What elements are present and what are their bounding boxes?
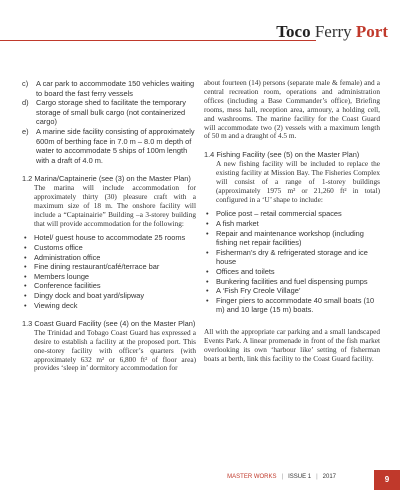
coast-guard-heading: 1.3 Coast Guard Facility (see (4) on the Master Plan): [22, 319, 196, 329]
bullet-item: • Hotel/ guest house to accommodate 25 rooms: [22, 233, 196, 243]
marina-body: The marina will include accommodation for approximately thirty (30) pleasure craft with a maximum size of 18 m. The onshore facility will include a “Captainairie” Building –a 3-storey building that will provide accommodation for the following:: [34, 182, 196, 228]
header-title: [276, 22, 388, 42]
bullet-item: • Fine dining restaurant/café/terrace bar: [22, 262, 196, 272]
bullet-item: • Viewing deck: [22, 301, 196, 311]
fishing-heading: 1.4 Fishing Facility (see (5) on the Master Plan): [204, 150, 360, 160]
marina-bullet-list: [22, 233, 196, 310]
bullet-item: • A fish market: [204, 219, 380, 229]
list-item-text: A car park to accommodate 150 vehicles waiting to board the fast ferry vessels: [36, 79, 195, 98]
closing-body: All with the appropriate car parking and a small landscaped Events Park. A linear promenade in front of the fish market overlooking its own ‘harbour like’ setting of fisherman boats at berth, link this facility to the Coast Guard facility.: [204, 327, 380, 363]
bullet-item: • Customs office: [22, 243, 196, 253]
bullet-item: • Administration office: [22, 253, 196, 263]
list-item: [22, 98, 196, 127]
bullet-item: • Fisherman’s dry & refrigerated storage and ice house: [204, 248, 380, 267]
footer-publication-line: [227, 473, 336, 481]
list-item-text: Cargo storage shed to facilitate the temporary storage of small bulk cargo (not containerized cargo): [36, 98, 186, 127]
facility-list: [22, 79, 196, 165]
bullet-item: • Conference facilities: [22, 281, 196, 291]
fishing-body: A new fishing facility will be included to replace the existing facility at Mission Bay. The Fisheries Complex will consist of a range of 1-storey buildings (approximately 1975 m² or 21,260 ft² in total) configured in a ‘U’ shape to include:: [216, 158, 380, 204]
footer-separator: |: [281, 474, 284, 480]
bullet-item: • Bunkering facilities and fuel dispensing pumps: [204, 277, 380, 287]
bullet-item: • Members lounge: [22, 272, 196, 282]
header-rule: [0, 40, 316, 41]
coast-guard-body: The Trinidad and Tobago Coast Guard has expressed a desire to establish a facility at the proposed port. This one-storey facility with officer’s quarters (with approximately 632 m² or 6,800 ft² of floor area) provides ‘sleep in’ dormitory accommodation for: [34, 327, 196, 373]
left-column: [22, 79, 196, 373]
bullet-item: • Dingy dock and boat yard/slipway: [22, 291, 196, 301]
bullet-item: • Police post – retail commercial spaces: [204, 209, 380, 219]
footer-year: 2017: [322, 474, 336, 480]
bullet-item: • A ‘Fish Fry Creole Village’: [204, 286, 380, 296]
coast-guard-body-continued: about fourteen (14) persons (separate male & female) and a central recreation room, operations and administration offices (including a Base Commander’s office), Briefing rooms, mess hall, reception area, armoury, a holding cell, and washrooms. The marine facility for the Coast Guard will accommodate two (2) vessels with a maximum length of 50 m and a draught of 4.5 m.: [204, 78, 380, 141]
list-item-label: e): [22, 126, 29, 136]
list-item: [22, 127, 196, 165]
header-title-part2: Ferry: [314, 22, 352, 41]
fishing-bullet-list: [204, 209, 380, 315]
list-item-text: A marine side facility consisting of approximately 600m of berthing face in 7.0 m – 8.0 m depth of water to accommodate 5 ships of 100m length with a draft of 4.0 m.: [36, 126, 195, 165]
footer-separator: |: [316, 474, 318, 480]
marina-heading: 1.2 Marina/Captainerie (see (3) on the Master Plan): [22, 174, 191, 184]
footer-publication: MASTER WORKS: [227, 474, 277, 480]
bullet-item: • Repair and maintenance workshop (including fishing net repair facilities): [204, 229, 380, 248]
header-title-part3: Port: [355, 22, 388, 41]
bullet-item: • Offices and toilets: [204, 267, 380, 277]
list-item-label: d): [22, 98, 29, 108]
page-number: 9: [374, 470, 400, 490]
list-item-label: c): [22, 79, 29, 88]
page-footer: [0, 470, 400, 490]
list-item: [22, 79, 196, 98]
header-title-part1: Toco: [276, 22, 311, 41]
bullet-item: • Finger piers to accommodate 40 small boats (10 m) and 10 large (15 m) boats.: [204, 296, 380, 315]
footer-issue: ISSUE 1: [288, 474, 312, 480]
right-column: [204, 79, 380, 364]
